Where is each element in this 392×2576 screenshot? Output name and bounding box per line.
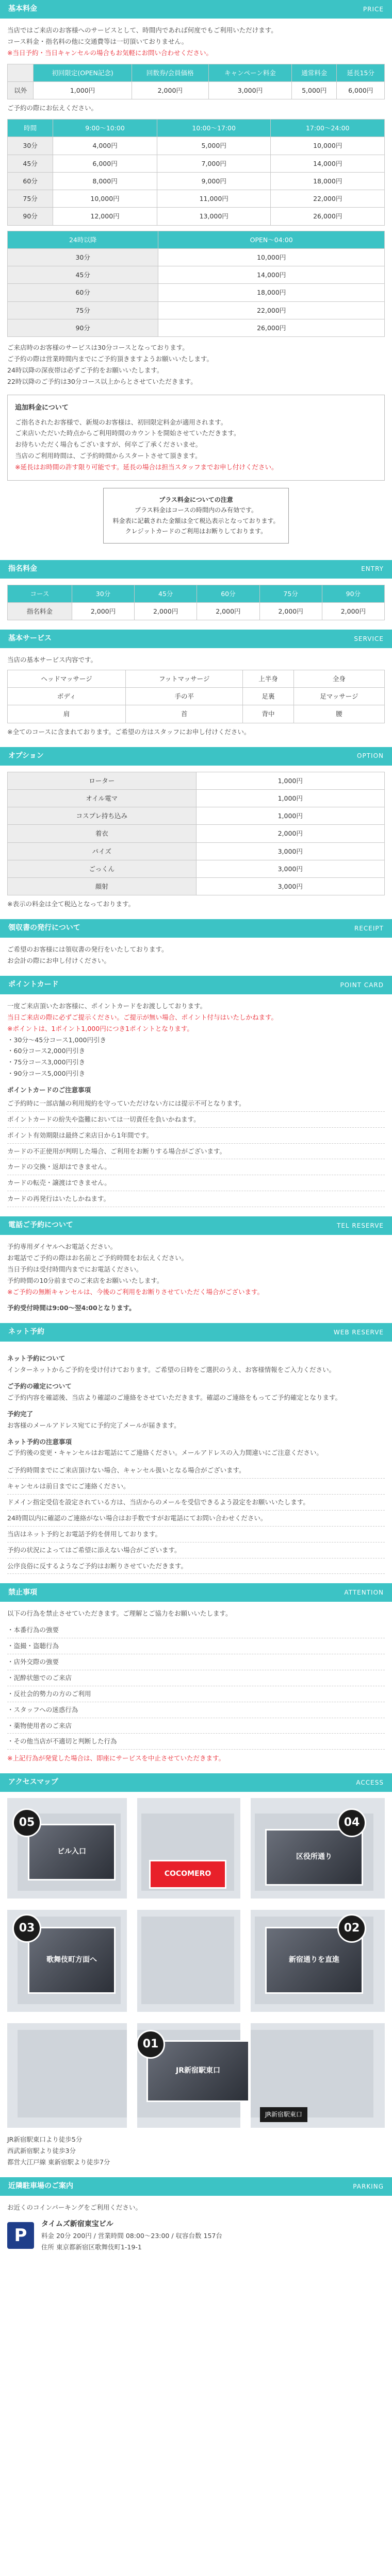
section-header-option (0, 747, 392, 766)
time-cell: 11,000円 (157, 190, 271, 208)
time-label: 30分 (8, 137, 53, 155)
time-cell: 4,000円 (53, 137, 157, 155)
service-cell: ボディ (8, 688, 126, 705)
service-cell: フットマッサージ (126, 670, 243, 687)
web-note: 予約の状況によってはご希望に添えない場合がございます。 (7, 1543, 385, 1558)
staff-cell: 2,000円 (259, 602, 322, 620)
section-en: RECEIPT (354, 924, 384, 932)
access-section (0, 1792, 392, 2177)
route-tag: 04 (337, 1808, 366, 1837)
route-photo: ビル入口 (28, 1824, 116, 1880)
price-cell: 3,000円 (208, 81, 291, 99)
attention-item: ・薬物使用者のご来店 (7, 1718, 385, 1734)
section-title: 基本料金 (8, 5, 37, 13)
route-photo: 区役所通り (265, 1829, 363, 1886)
receipt-line: お会計の際にお申し付けください。 (7, 957, 111, 965)
attention-item: ・盗撮・盗聴行為 (7, 1638, 385, 1654)
section-en: TEL RESERVE (336, 1222, 384, 1229)
option-name: 顔射 (8, 878, 197, 895)
late-note: ご予約の際は営業時間内までにご予約頂きますようお願いいたします。 (7, 354, 214, 363)
section-header-receipt (0, 919, 392, 938)
parking-icon: P (7, 2222, 34, 2249)
receipt-line: ご希望のお客様には領収書の発行をいたしております。 (7, 945, 168, 954)
web-step-title: ご予約の確定について (7, 1382, 72, 1391)
time-cell: 10,000円 (53, 190, 157, 208)
staff-cell: 2,000円 (72, 602, 134, 620)
th: 時間 (8, 120, 53, 137)
web-step-title: ネット予約について (7, 1354, 66, 1363)
th: 回数券/会員価格 (132, 64, 208, 81)
th: 30分 (72, 585, 134, 602)
service-cell: 首 (126, 705, 243, 723)
tel-section (0, 1235, 392, 1323)
route-tag: 02 (337, 1914, 366, 1943)
section-title: 指名料金 (8, 564, 37, 573)
section-title: 近隣駐車場のご案内 (8, 2181, 73, 2190)
section-header-access (0, 1773, 392, 1792)
option-table (7, 772, 385, 896)
th: 9:00〜10:00 (53, 120, 157, 137)
service-cell: 背中 (243, 705, 293, 723)
attention-intro: 以下の行為を禁止させていただきます。ご理解とご協力をお願いいたします。 (7, 1609, 232, 1618)
service-cell: 手の平 (126, 688, 243, 705)
price-section (0, 19, 392, 560)
price-cell: 2,000円 (132, 81, 208, 99)
option-price: 3,000円 (196, 842, 385, 860)
web-notes (7, 1463, 385, 1574)
time-label: 60分 (8, 172, 53, 190)
section-title: アクセスマップ (8, 1778, 58, 1787)
tel-line: 予約時間の10分前までのご来店をお願いいたします。 (7, 1276, 164, 1284)
access-line: JR新宿駅東口より徒歩5分 (7, 2136, 83, 2144)
late-cell: 18,000円 (158, 284, 385, 301)
store-marker[interactable]: COCOMERO (149, 1860, 226, 1889)
access-line: 都営大江戸線 東新宿駅より徒歩7分 (7, 2158, 110, 2166)
staff-cell: 2,000円 (135, 602, 197, 620)
late-label: 45分 (8, 266, 158, 284)
tel-line: ※ご予約の無断キャンセルは、今後のご利用をお断りさせていただく場合がございます。 (7, 1287, 264, 1296)
web-section (0, 1342, 392, 1583)
plus-line: 料金表に記載された金額は全て税込表示となっております。 (112, 517, 280, 524)
section-title: オプション (8, 751, 44, 760)
option-price: 1,000円 (196, 807, 385, 825)
section-title: 基本サービス (8, 634, 52, 643)
th: 60分 (197, 585, 259, 602)
staff-table (7, 585, 385, 621)
th: キャンペーン料金 (208, 64, 291, 81)
price-table (7, 64, 385, 100)
attention-item: ・その他当店が不適切と判断した行為 (7, 1734, 385, 1750)
section-header-price (0, 0, 392, 19)
parking-item (7, 2218, 385, 2253)
station-label: JR新宿駅東口 (260, 2107, 307, 2122)
time-cell: 18,000円 (271, 172, 385, 190)
section-en: WEB RESERVE (333, 1329, 384, 1336)
panel-line: ご指名されたお客様で、新規のお客様は、初回限定料金が適用されます。 (15, 418, 227, 426)
time-cell: 12,000円 (53, 208, 157, 225)
section-header-entry (0, 560, 392, 579)
panel-line: 当店のご利用時間は、ご予約時間からスタートさせて頂きます。 (15, 452, 202, 460)
th: 通常料金 (292, 64, 337, 81)
point-note: カードの交換・返却はできません。 (7, 1159, 385, 1175)
web-note: 公序良俗に反するようなご予約はお断りさせていただきます。 (7, 1558, 385, 1574)
point-line: 一度ご来店頂いたお客様に、ポイントカードをお渡ししております。 (7, 1002, 207, 1010)
th: 45分 (135, 585, 197, 602)
point-note: カードの再発行はいたしかねます。 (7, 1191, 385, 1207)
point-notes-title: ポイントカードのご注意事項 (7, 1086, 91, 1094)
route-tag: 03 (12, 1914, 41, 1943)
plus-line: プラス料金はコースの時間内のみ有効です。 (134, 506, 258, 514)
section-header-service (0, 630, 392, 648)
attention-item: ・泥酔状態でのご来店 (7, 1670, 385, 1686)
section-en: ACCESS (356, 1778, 384, 1786)
extra-fee-panel (7, 395, 385, 481)
th: コース (8, 585, 72, 602)
web-step-body: インターネットからご予約を受け付けております。ご希望の日時をご選択のうえ、お客様情報をご入力ください。 (7, 1366, 336, 1374)
th: 24時以降 (8, 231, 158, 248)
option-price: 3,000円 (196, 860, 385, 877)
late-cell: 10,000円 (158, 248, 385, 266)
point-note: カードの不正使用が判明した場合、ご利用をお断りする場合がございます。 (7, 1144, 385, 1160)
map-street (7, 1899, 385, 1910)
th: 延長15分 (337, 64, 385, 81)
point-line: ・90分コース5,000円引き (7, 1070, 86, 1078)
section-title: ポイントカード (8, 980, 59, 989)
panel-line: ご来店いただいた時点からご利用時間のカウントを開始させていただきます。 (15, 429, 240, 437)
time-cell: 6,000円 (53, 155, 157, 172)
web-step-title: 予約完了 (7, 1410, 34, 1418)
section-header-tel (0, 1216, 392, 1235)
parking-info (41, 2218, 222, 2253)
attention-item: ・店外交際の強要 (7, 1654, 385, 1670)
section-title: 領収書の発行について (8, 924, 80, 933)
th: 17:00〜24:00 (271, 120, 385, 137)
attention-section (0, 1602, 392, 1773)
service-cell: 足マッサージ (293, 688, 384, 705)
service-cell: ヘッドマッサージ (8, 670, 126, 687)
option-price: 3,000円 (196, 878, 385, 895)
attention-list (7, 1622, 385, 1750)
price-table-note: ご予約の際にお伝えください。 (7, 104, 98, 112)
tel-line: お電話でご予約の際はお名前とご予約時間をお伝えください。 (7, 1253, 188, 1262)
section-header-point (0, 976, 392, 994)
attention-item: ・本番行為の強要 (7, 1622, 385, 1638)
route-tag: 01 (136, 2030, 165, 2059)
tel-hours: 予約受付時間は9:00〜翌4:00となります。 (7, 1304, 136, 1312)
web-note: ご予約時間までにご来店頂けない場合、キャンセル扱いとなる場合がございます。 (7, 1463, 385, 1479)
price-cell: 6,000円 (337, 81, 385, 99)
late-note: ご来店時のお客様のサービスは30分コースとなっております。 (7, 344, 189, 351)
parking-intro: お近くのコインパーキングをご利用ください。 (7, 2203, 142, 2211)
section-title: 電話ご予約について (8, 1221, 73, 1230)
time-label: 45分 (8, 155, 53, 172)
web-step-body: ご予約内容を確認後、当店より確認のご連絡をさせていただきます。確認のご連絡をもってご予約確定となります。 (7, 1393, 342, 1401)
web-note: 当店はネット予約とお電話予約を併用しております。 (7, 1527, 385, 1543)
point-line: ・30分〜45分コース1,000円引き (7, 1036, 106, 1044)
section-en: PARKING (353, 2182, 384, 2190)
time-cell: 5,000円 (157, 137, 271, 155)
service-cell: 肩 (8, 705, 126, 723)
th: 90分 (322, 585, 384, 602)
section-title: ネット予約 (8, 1328, 44, 1336)
late-notes (7, 342, 385, 387)
service-cell: 腰 (293, 705, 384, 723)
option-name: ローター (8, 772, 197, 789)
price-intro-3: ※当日予約・当日キャンセルの場合もお気軽にお問い合わせください。 (7, 48, 213, 57)
web-note: 24時間以内に確認のご連絡がない場合はお手数ですがお電話にてお問い合わせください。 (7, 1511, 385, 1527)
section-header-attention (0, 1583, 392, 1602)
late-cell: 14,000円 (158, 266, 385, 284)
tel-line: 当日予約は受付時間内までにお電話ください。 (7, 1265, 143, 1273)
parking-detail: 料金 20分 200円 / 営業時間 08:00〜23:00 / 収容台数 157台 (41, 2232, 222, 2240)
service-section (0, 648, 392, 747)
point-note: ご予約時に一部店舗の利用規約を守っていただけない方には提示不可となります。 (7, 1096, 385, 1112)
section-header-parking (0, 2177, 392, 2196)
point-section (0, 994, 392, 1216)
plus-fee-box (103, 488, 289, 544)
tel-line: 予約専用ダイヤルへお電話ください。 (7, 1243, 117, 1251)
late-label: 30分 (8, 248, 158, 266)
section-en: SERVICE (354, 635, 384, 642)
point-line: ・75分コース3,000円引き (7, 1058, 86, 1066)
panel-line: お待ちいただく場合もございますが、何卒ご了承くださいませ。 (15, 440, 202, 449)
time-cell: 14,000円 (271, 155, 385, 172)
section-en: ATTENTION (344, 1589, 384, 1597)
map-block (141, 1917, 234, 2004)
option-section (0, 766, 392, 920)
option-name: 着衣 (8, 825, 197, 842)
section-en: PRICE (363, 5, 384, 13)
map-street (127, 1798, 137, 2128)
time-cell: 7,000円 (157, 155, 271, 172)
section-en: POINT CARD (340, 981, 384, 989)
route-photo: 歌舞伎町方面へ (28, 1927, 116, 1994)
map-street (7, 2012, 385, 2023)
staff-cell: 2,000円 (322, 602, 384, 620)
point-line: 当日ご来店の際に必ずご提示ください。ご提示が無い場合、ポイント付与はいたしかねます。 (7, 1013, 278, 1021)
attention-note: ※上記行為が発覚した場合は、即座にサービスを中止させていただきます。 (7, 1754, 225, 1762)
point-line: ※ポイントは、1ポイント1,000円につき1ポイントとなります。 (7, 1024, 193, 1032)
plus-title: プラス料金についての注意 (159, 496, 233, 503)
panel-title: 追加料金について (15, 403, 69, 412)
route-tag: 05 (12, 1808, 41, 1837)
late-label: 75分 (8, 301, 158, 319)
section-en: ENTRY (361, 565, 384, 573)
route-photo: 新宿通りを直進 (265, 1927, 363, 1994)
parking-section (0, 2196, 392, 2262)
th: 初回限定(OPEN記念) (34, 64, 132, 81)
attention-item: ・反社会的勢力の方のご利用 (7, 1686, 385, 1702)
time-label: 75分 (8, 190, 53, 208)
access-text (0, 2128, 392, 2177)
route-photo: JR新宿駅東口 (146, 2040, 250, 2102)
access-map[interactable] (7, 1798, 385, 2128)
option-price: 1,000円 (196, 789, 385, 807)
web-note: ドメイン指定受信を設定されている方は、当店からのメールを受信できるよう設定をお願いいたします。 (7, 1495, 385, 1511)
point-note: ポイントカードの紛失や盗難においては一切責任を負いかねます。 (7, 1112, 385, 1128)
option-price: 2,000円 (196, 825, 385, 842)
time-cell: 22,000円 (271, 190, 385, 208)
point-line: ・60分コース2,000円引き (7, 1047, 86, 1055)
row-label: 指名料金 (8, 602, 72, 620)
option-name: ごっくん (8, 860, 197, 877)
time-table (7, 119, 385, 226)
option-price: 1,000円 (196, 772, 385, 789)
late-note: 24時以降の深夜帯は必ずご予約をお願いいたします。 (7, 366, 164, 374)
parking-name: タイムズ新宿東宝ビル (41, 2219, 113, 2228)
entry-section (0, 579, 392, 630)
th: 10:00〜17:00 (157, 120, 271, 137)
time-cell: 26,000円 (271, 208, 385, 225)
access-line: 西武新宿駅より徒歩3分 (7, 2147, 76, 2155)
web-step-body: ご予約後の変更・キャンセルはお電話にてご連絡ください。メールアドレスの入力間違いにご注意ください。 (7, 1449, 323, 1457)
service-intro: 当店の基本サービス内容です。 (7, 656, 97, 664)
time-cell: 8,000円 (53, 172, 157, 190)
service-table (7, 670, 385, 723)
late-label: 90分 (8, 319, 158, 336)
section-title: 禁止事項 (8, 1588, 37, 1597)
section-header-web (0, 1323, 392, 1342)
th: OPEN〜04:00 (158, 231, 385, 248)
option-name: コスプレ持ち込み (8, 807, 197, 825)
late-note: 22時以降のご予約は30分コース以上からとさせていただきます。 (7, 377, 197, 385)
point-note: ポイント有効期限は最終ご来店日から1年間です。 (7, 1128, 385, 1144)
price-cell: 5,000円 (292, 81, 337, 99)
price-intro-2: コース料金・指名料の他に交通費等は一切頂いておりません。 (7, 37, 188, 45)
service-cell: 上半身 (243, 670, 293, 687)
th (8, 64, 34, 81)
time-cell: 9,000円 (157, 172, 271, 190)
panel-red-line: ※延長はお時間の許す限り可能です。延長の場合は担当スタッフまでお申し付けください。 (15, 463, 278, 471)
receipt-section (0, 938, 392, 976)
web-step-body: お客様のメールアドレス宛てに予約完了メールが届きます。 (7, 1421, 181, 1429)
late-table (7, 231, 385, 337)
service-note: ※全てのコースに含まれております。ご希望の方はスタッフにお申し付けください。 (7, 727, 251, 736)
option-name: オイル電マ (8, 789, 197, 807)
late-cell: 22,000円 (158, 301, 385, 319)
parking-address: 住所 東京都新宿区歌舞伎町1-19-1 (41, 2243, 142, 2251)
option-note: ※表示の料金は全て税込となっております。 (7, 900, 135, 908)
row-label: 以外 (8, 81, 34, 99)
point-note: カードの転売・譲渡はできません。 (7, 1175, 385, 1191)
time-label: 90分 (8, 208, 53, 225)
staff-cell: 2,000円 (197, 602, 259, 620)
time-cell: 10,000円 (271, 137, 385, 155)
time-cell: 13,000円 (157, 208, 271, 225)
late-cell: 26,000円 (158, 319, 385, 336)
plus-line: クレジットカードのご利用はお断りしております。 (125, 528, 267, 535)
web-note: キャンセルは前日までにご連絡ください。 (7, 1479, 385, 1495)
option-name: パイズ (8, 842, 197, 860)
service-cell: 全身 (293, 670, 384, 687)
attention-item: ・スタッフへの迷惑行為 (7, 1702, 385, 1718)
service-cell: 足裏 (243, 688, 293, 705)
section-en: OPTION (357, 752, 384, 760)
price-intro-1: 当店ではご来店のお客様へのサービスとして、時間内であれば何度でもご利用いただけます。 (7, 26, 277, 34)
web-step-title: ネット予約の注意事項 (7, 1437, 72, 1446)
price-cell: 1,000円 (34, 81, 132, 99)
late-label: 60分 (8, 284, 158, 301)
th: 75分 (259, 585, 322, 602)
